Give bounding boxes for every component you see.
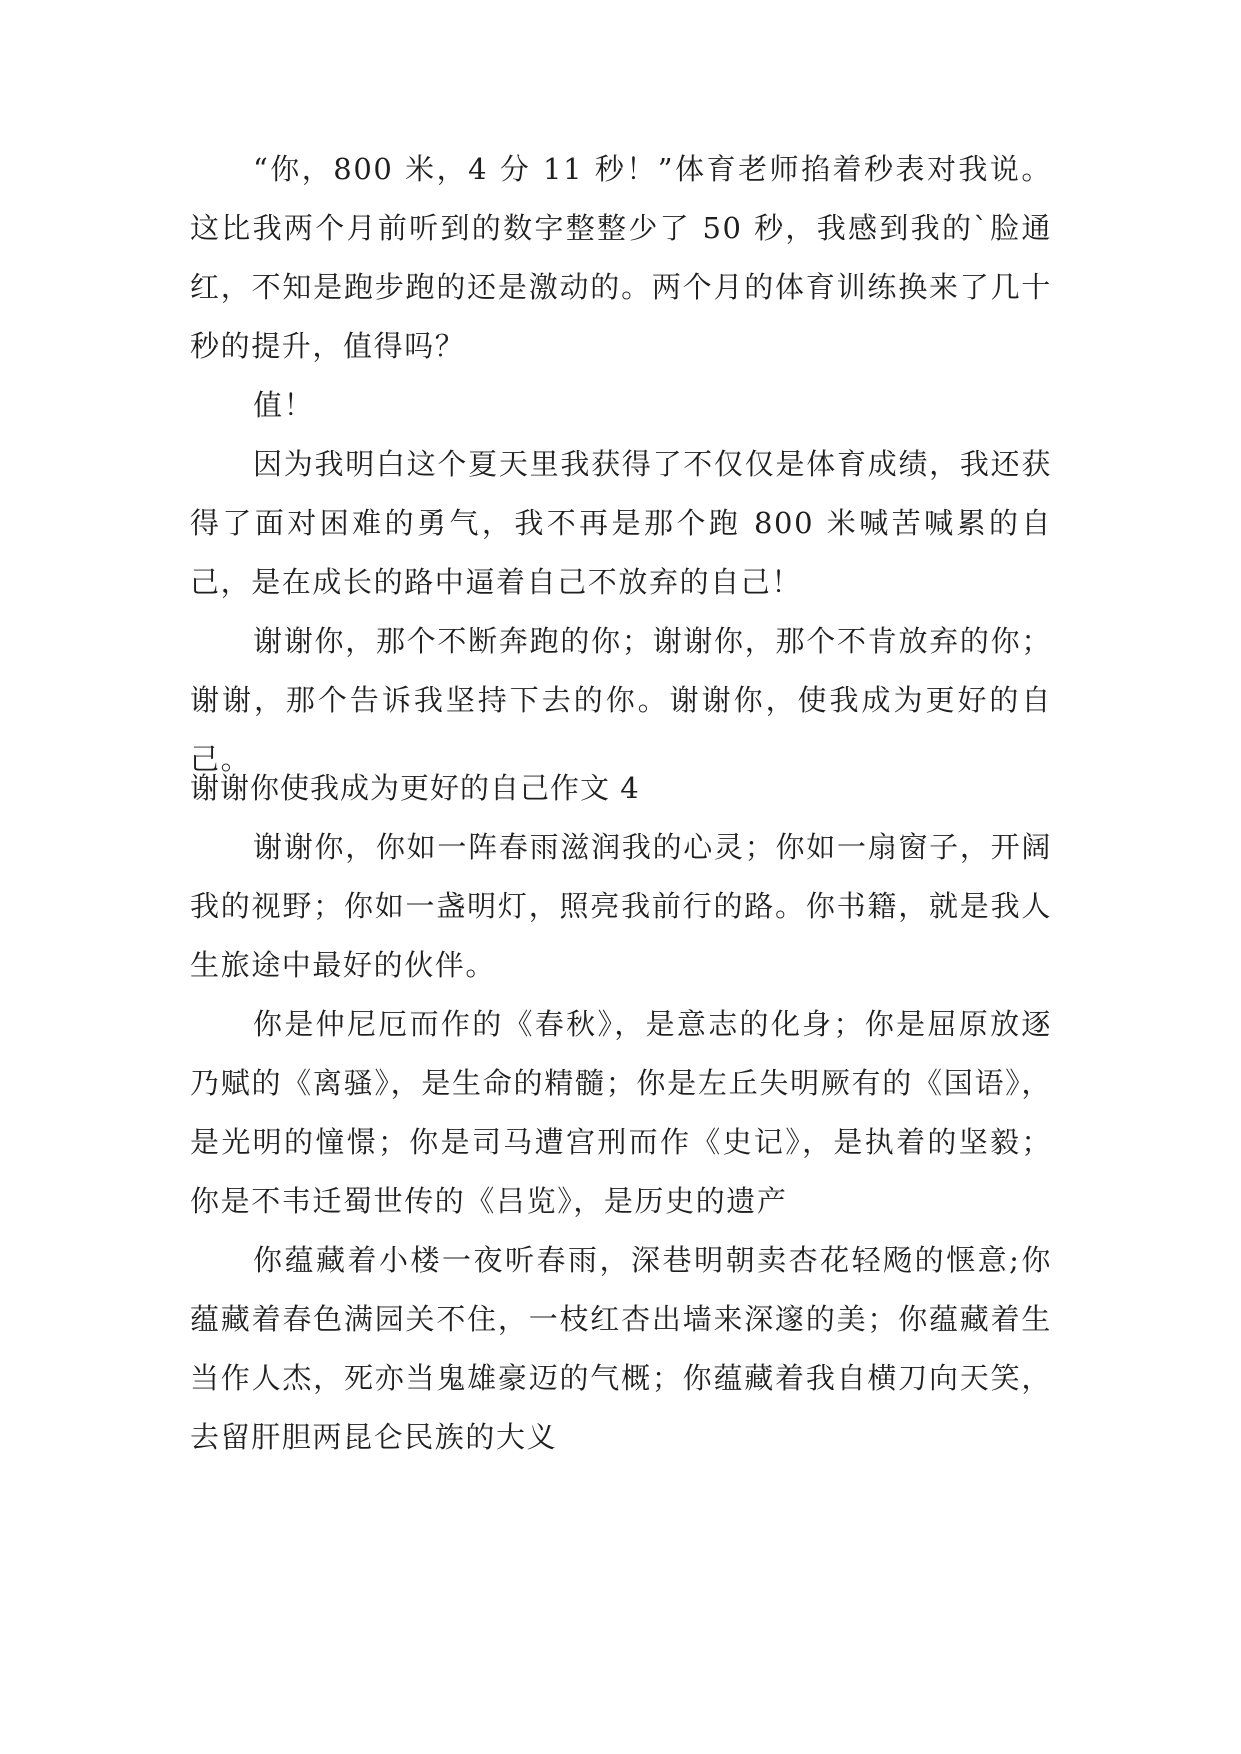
paragraph-poetry: 你蕴藏着小楼一夜听春雨，深巷明朝卖杏花轻飏的惬意;你蕴藏着春色满园关不住，一枝红杏出墙来深邃的美；你蕴藏着生当作人杰，死亦当鬼雄豪迈的气概；你蕴藏着我自横刀向天笑，去留肝胆两昆仑民族的大义 [190, 1243, 1052, 1454]
paragraph-thanks-books: 谢谢你，你如一阵春雨滋润我的心灵；你如一扇窗子，开阔我的视野；你如一盏明灯，照亮我前行的路。你书籍，就是我人生旅途中最好的伙伴。 [190, 830, 1052, 982]
paragraph-worth-it: 值！ [253, 388, 315, 422]
paragraph-800m-result: “你，800 米，4 分 11 秒！”体育老师掐着秒表对我说。这比我两个月前听到的数字整整少了 50 秒，我感到我的`脸通红，不知是跑步跑的还是激动的。两个月的体育训练换来了几十秒的提升，值得吗？ [190, 152, 1052, 363]
essay-title: 谢谢你使我成为更好的自己作文 4 [190, 771, 640, 805]
essay-part-2 [190, 759, 1052, 1467]
paragraph-summer-courage: 因为我明白这个夏天里我获得了不仅仅是体育成绩，我还获得了面对困难的勇气，我不再是那个跑 800 米喊苦喊累的自己，是在成长的路中逼着自己不放弃的自己！ [190, 447, 1052, 599]
paragraph-classics: 你是仲尼厄而作的《春秋》，是意志的化身；你是屈原放逐乃赋的《离骚》，是生命的精髓；你是左丘失明厥有的《国语》，是光明的憧憬；你是司马遭宫刑而作《史记》，是执着的坚毅；你是不韦迁蜀世传的《吕览》，是历史的遗产 [190, 1007, 1052, 1218]
essay-part-1 [190, 140, 1052, 789]
paragraph-thanks-runner: 谢谢你，那个不断奔跑的你；谢谢你，那个不肯放弃的你；谢谢，那个告诉我坚持下去的你。谢谢你，使我成为更好的自己。 [190, 624, 1052, 776]
